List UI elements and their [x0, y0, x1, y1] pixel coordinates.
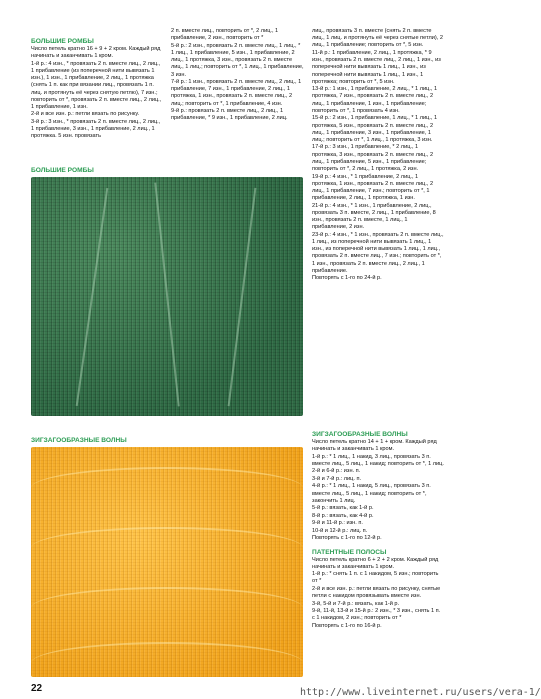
text-line: 5-й р.: 2 изн., провязать 2 п. вместе лиц., 1 лиц., * 1 лиц., 1 прибавление, 5 изн., 1 прибавление, 2 лиц., 1 протяжка, 3 изн., провязать 2 п. вместе лиц., 1 лиц.; повторить от *, 1 лиц., 1 прибавление, 3 изн. [171, 42, 304, 78]
page-number: 22 [31, 683, 43, 694]
text-line: 23-й р.: 4 изн., * 1 изн., провязать 2 п. вместе лиц., 1 лиц., из поперечной нити вывязать 1 лиц., 1 изн., из поперечной нити вывязать 1 лиц., 1 лиц., провязать 2 п. вместе лиц., 7 изн.; повторить от *, 1 изн., провязать 2 п. вместе лиц., 2 лиц., 1 прибавление. [312, 231, 444, 274]
text-line: 13-й р.: 1 изн., 1 прибавление, 2 лиц., * 1 лиц., 1 протяжка, 7 изн., провязать 2 п. вместе лиц., 2 лиц., 1 прибавление, 1 изн., 1 прибавление; повторить от *, 1 провязать 4 изн. [312, 86, 438, 114]
text-line: Число петель кратно 16 + 9 + 2 кром. Каждый ряд начинать и заканчивать 1 кром. [31, 46, 161, 60]
text-line: 11-й р.: 1 прибавление, 2 лиц., 1 протяжка, * 9 изн., провязать 2 п. вместе лиц., 2 лиц., 1 изн., из поперечной нити вывязать 1 лиц., 1 изн., из поперечной нити вывязать 1 лиц., 1 изн., 1 протяжка; повторить от *, 5 изн. [312, 49, 441, 85]
text-line: 21-й р.: 4 изн., * 1 изн., 1 прибавление, 2 лиц., провязать 3 п. вместе, 2 лиц., 1 прибавление, 8 изн., провязать 2 п. вместе, 1 лиц., 1 прибавление, 2 изн. [312, 202, 436, 231]
text-line: 1-й р.: * 1 лиц., 1 накид, 3 лиц., провязать 3 п. вместе лиц., 5 лиц., 1 накид; повторить от *, 1 лиц. [312, 453, 444, 467]
text-line: 2 п. вместе лиц., повторить от *, 2 лиц., 1 прибавление, 2 изн., повторить от * [171, 28, 279, 42]
text-line: 1-й р.: * снять 1 п. с 1 накидом, 5 изн.; повторить от * [312, 571, 439, 585]
text-line: 3-й, 5-й и 7-й р.: вязать, как 1-й р. [312, 600, 400, 607]
text-line: Повторять с 1-го по 24-й р. [312, 275, 382, 282]
text-line: 1-й р.: 4 изн., * провязать 2 п. вместе лиц., 2 лиц., 1 прибавление (из поперечной нити вывязать 1 изн.), 1 изн., 1 прибавление, 2 лиц., 1 протяжка (снять 1 п. как при вязании лиц., провязать 1 п. лиц. и протянуть её через снятую петлю), 7 изн.; повторить от *, провязать 2 п. вместе лиц., 2 лиц., 1 прибавление, 1 изн. [31, 60, 162, 110]
text-line: 17-й р.: 3 изн., 1 прибавление, * 2 лиц., 1 протяжка, 3 изн., провязать 2 п. вместе лиц., 2 лиц., 1 прибавление, 5 изн., 1 прибавление; повторить от *, 2 лиц., 1 протяжка, 2 изн. [312, 144, 434, 173]
yellow-knit-swatch-image [31, 447, 303, 677]
text-line: Число петель кратно 14 + 1 + кром. Каждый ряд начинать и заканчивать 1 кром. [312, 439, 437, 453]
section-title-zigzag: ЗИГЗАГООБРАЗНЫЕ ВОЛНЫ [312, 431, 408, 438]
text-line: 9-й р.: провязать 2 п. вместе лиц., 2 лиц., 1 прибавление, * 9 изн., 1 прибавление, 2 лиц. [171, 108, 288, 122]
green-knit-swatch-image [31, 177, 303, 416]
column-3 [312, 28, 444, 283]
text-line: 9-й, 11-й, 13-й и 15-й р.: 2 изн., * 3 изн., снять 1 п. с 1 накидом, 2 изн.; повторить от * [312, 608, 441, 622]
photo-label-diamonds: БОЛЬШИЕ РОМБЫ [31, 167, 94, 174]
text-line: 19-й р.: 4 изн., * 1 прибавление, 2 лиц., 1 протяжка, 1 изн., провязать 2 п. вместе лиц., 2 лиц., 1 прибавление, 7 изн.; повторить от *, 1 прибавление, 2 лиц., 1 протяжка, 1 изн. [312, 173, 434, 202]
text-line: 3-й и 7-й р.: лиц. п. [312, 475, 362, 482]
text-line: 3-й р.: 3 изн., * провязать 2 п. вместе лиц., 2 лиц., 1 прибавление, 3 изн., 1 прибавление, 2 лиц., 1 протяжка. 5 изн. провязать [31, 118, 161, 140]
text-line: 5-й р.: вязать, как 1-й р. [312, 505, 374, 512]
text-line: 4-й р.: * 1 лиц., 1 накид, 5 лиц., провязать 3 п. вместе лиц., 5 лиц., 1 накид; повторить от *, закончить 1 лиц. [312, 483, 431, 504]
text-line: 8-й р.: вязать, как 4-й р. [312, 512, 374, 519]
text-line: 10-й и 12-й р.: лиц. п. [312, 527, 368, 534]
column-2 [171, 28, 304, 123]
text-line: 2-й и 6-й р.: изн. п. [312, 468, 361, 475]
text-line: 15-й р.: 2 изн., 1 прибавление, 1 лиц., * 1 лиц., 1 протяжка, 5 изн., провязать 2 п. вместе лиц., 2 лиц., 1 прибавление, 3 изн., 1 прибавление, 1 лиц.; повторить от *, 1 лиц., 1 протяжка, 3 изн. [312, 115, 438, 143]
photo-label-zigzag: ЗИГЗАГООБРАЗНЫЕ ВОЛНЫ [31, 437, 127, 444]
text-line: 9-й и 11-й р.: изн. п. [312, 520, 363, 527]
text-line: Повторять с 1-го по 12-й р. [312, 535, 382, 542]
text-line: лиц., провязать 3 п. вместе (снять 2 п. вместе лиц., 1 лиц. и протянуть её через снятые петли), 2 лиц., 1 прибавление; повторить от *, 5 изн. [312, 28, 443, 49]
column-1 [31, 38, 163, 141]
text-line: 2-й и все изн. р.: петли вязать по рисунку, снятые петли с накидом провязывать вместе изн. [312, 585, 441, 600]
text-line: Повторять с 1-го по 16-й р. [312, 622, 382, 629]
text-line: 2-й и все изн. р.: петли вязать по рисунку. [31, 111, 140, 118]
column-3-lower [312, 431, 444, 630]
text-line: Число петель кратно 6 + 2 + 2 кром. Каждый ряд начинать и заканчивать 1 кром. [312, 556, 439, 570]
section-title-big-diamonds: БОЛЬШИЕ РОМБЫ [31, 38, 94, 45]
text-line: 7-й р.: 1 изн., провязать 2 п. вместе лиц., 2 лиц., 1 прибавление, 7 изн., 1 прибавление, 2 лиц., 1 протяжка, 1 изн., провязать 2 п. вместе лиц., 2 лиц.; повторить от *, 1 прибавление, 4 изн. [171, 79, 302, 107]
section-title-patent: ПАТЕНТНЫЕ ПОЛОСЫ [312, 548, 387, 556]
source-url[interactable]: http://www.liveinternet.ru/users/vera-1/ [300, 687, 541, 698]
